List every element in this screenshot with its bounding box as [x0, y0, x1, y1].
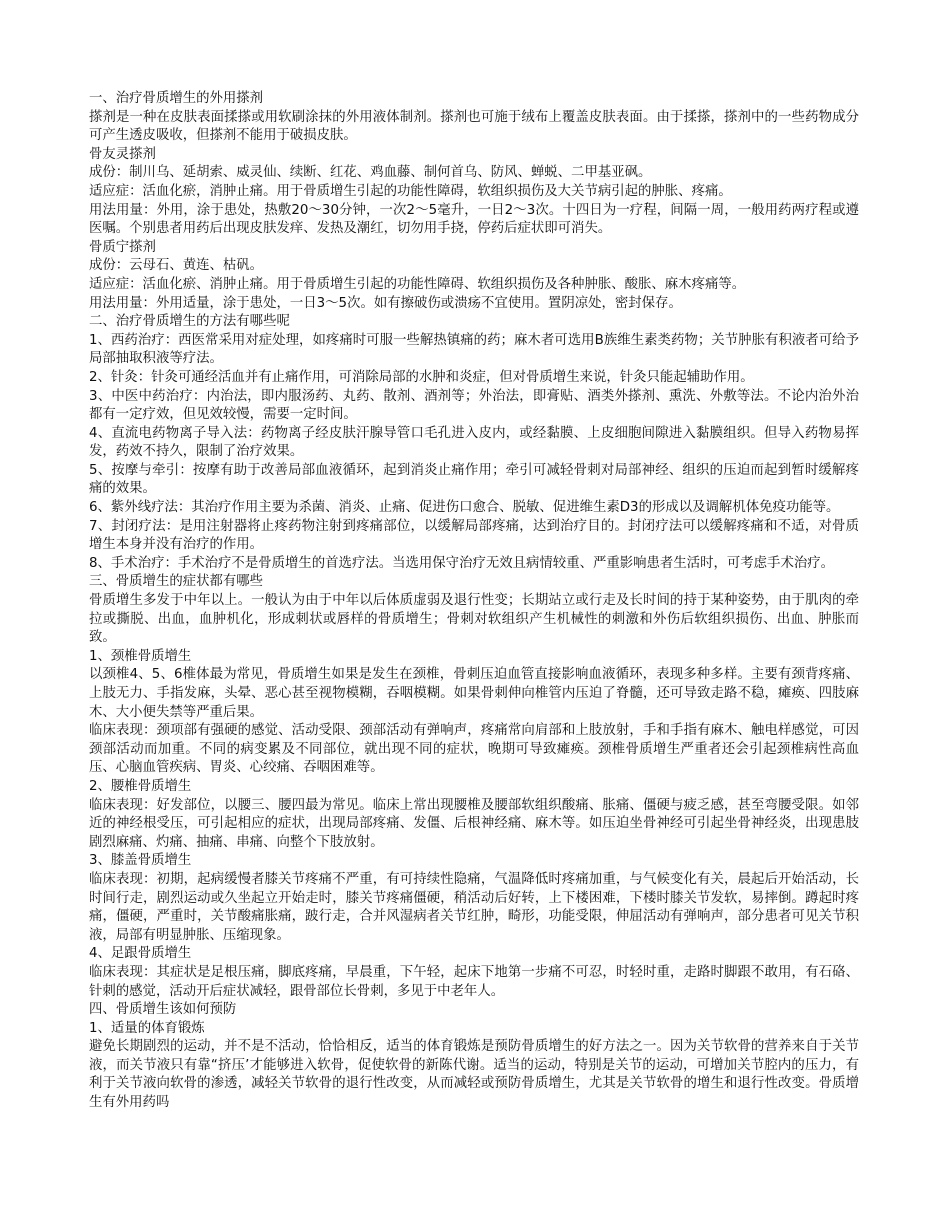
treatment-item-2: 2、针灸：针灸可通经活血并有止痛作用，可消除局部的水肿和炎症，但对骨质增生来说，针灸只能起辅助作用。 [89, 369, 754, 385]
guzhining-ingredients: 成份：云母石、黄连、枯矾。 [89, 258, 264, 274]
product-title-guyouling: 骨友灵搽剂 [89, 146, 156, 162]
cervical-clinical: 临床表现：颈项部有强硬的感觉、活动受限、颈部活动有弹响声，疼痛常向肩部和上肢放射，手和手指有麻木、触电样感觉，可因颈部活动而加重。不同的病变累及不同部位，就出现不同的症状，晚期可导致瘫痪。颈椎骨质增生严重者还会引起颈椎病性高血压、心脑血管疾病、胃炎、心绞痛、吞咽困难等。 [89, 723, 859, 776]
knee-clinical: 临床表现：初期，起病缓慢者膝关节疼痛不严重，有可持续性隐痛，气温降低时疼痛加重，与气候变化有关，晨起后开始活动，长时间行走，剧烈运动或久坐起立开始走时，膝关节疼痛僵硬，稍活动后好转，上下楼困难，下楼时膝关节发软，易摔倒。蹲起时疼痛，僵硬，严重时，关节酸痛胀痛，跛行走，合并风湿病者关节红肿，畸形，功能受限，伸屈活动有弹响声，部分患者可见关节积液，局部有明显肿胀、压缩现象。 [89, 871, 859, 943]
section-heading-4: 四、骨质增生该如何预防 [89, 1002, 237, 1018]
treatment-item-8: 8、手术治疗：手术治疗不是骨质增生的首选疗法。当选用保守治疗无效且病情较重、严重影响患者生活时，可考虑手术治疗。 [89, 555, 834, 571]
subheading-exercise: 1、适量的体育锻炼 [89, 1020, 205, 1036]
heel-clinical: 临床表现：其症状是足根压痛，脚底疼痛，早晨重，下午轻，起床下地第一步痛不可忍，时轻时重，走路时脚跟不敢用，有石硌、针刺的感觉，活动开后症状减轻，跟骨部位长骨刺，多见于中老年人。 [89, 964, 859, 999]
treatment-item-6: 6、紫外线疗法：其治疗作用主要为杀菌、消炎、止痛、促进伤口愈合、脱敏、促进维生素D3的形成以及调解机体免疫功能等。 [89, 500, 840, 516]
product-title-guzhining: 骨质宁搽剂 [89, 239, 156, 255]
guzhining-usage: 用法用量：外用适量，涂于患处，一日3～5次。如有擦破伤或溃疡不宜使用。置阴凉处，密封保存。 [89, 295, 682, 311]
guyouling-ingredients: 成份：制川乌、延胡索、威灵仙、续断、红花、鸡血藤、制何首乌、防风、蝉蜕、二甲基亚砜。 [89, 165, 652, 181]
lumbar-clinical: 临床表现：好发部位，以腰三、腰四最为常见。临床上常出现腰椎及腰部软组织酸痛、胀痛、僵硬与疲乏感，甚至弯腰受限。如邻近的神经根受压，可引起相应的症状，出现局部疼痛、发僵、后根神经痛、麻木等。如压迫坐骨神经可引起坐骨神经炎，出现患肢剧烈麻痛、灼痛、抽痛、串痛、向整个下肢放射。 [89, 797, 859, 850]
document-page [89, 90, 859, 1113]
treatment-item-5: 5、按摩与牵引：按摩有助于改善局部血液循环，起到消炎止痛作用；牵引可减轻骨刺对局部神经、组织的压迫而起到暂时缓解疼痛的效果。 [89, 462, 859, 497]
guyouling-usage: 用法用量：外用，涂于患处，热敷20～30分钟，一次2～5毫升，一日2～3次。十四日为一疗程，间隔一周，一般用药两疗程或遵医嘱。个别患者用药后出现皮肤发痒、发热及潮红，切勿用手挠，停药后症状即可消失。 [89, 202, 859, 237]
section-heading-2: 二、治疗骨质增生的方法有哪些呢 [89, 314, 290, 330]
guyouling-indications: 适应症：活血化瘀，消肿止痛。用于骨质增生引起的功能性障碍，软组织损伤及大关节病引起的肿胀、疼痛。 [89, 183, 732, 199]
cervical-description: 以颈椎4、5、6椎体最为常见，骨质增生如果是发生在颈椎，骨刺压迫血管直接影响血液循环，表现多种多样。主要有颈背疼痛、上肢无力、手指发麻，头晕、恶心甚至视物模糊，吞咽模糊。如果骨刺伸向椎管内压迫了脊髓，还可导致走路不稳，瘫痪、四肢麻木、大小便失禁等严重后果。 [89, 667, 859, 720]
treatment-item-1: 1、西药治疗：西医常采用对症处理，如疼痛时可服一些解热镇痛的药；麻木者可选用B族维生素类药物；关节肿胀有积液者可给予局部抽取积液等疗法。 [89, 332, 859, 367]
section-heading-1: 一、治疗骨质增生的外用搽剂 [89, 91, 264, 106]
subheading-knee: 3、膝盖骨质增生 [89, 853, 192, 869]
subheading-lumbar: 2、腰椎骨质增生 [89, 778, 192, 794]
treatment-item-4: 4、直流电药物离子导入法：药物离子经皮肤汗腺导管口毛孔进入皮内，或经黏膜、上皮细胞间隙进入黏膜组织。但导入药物易挥发，药效不持久，限制了治疗效果。 [89, 425, 859, 460]
subheading-heel: 4、足跟骨质增生 [89, 946, 192, 962]
treatment-item-7: 7、封闭疗法：是用注射器将止疼药物注射到疼痛部位，以缓解局部疼痛，达到治疗目的。封闭疗法可以缓解疼痛和不适，对骨质增生本身并没有治疗的作用。 [89, 518, 859, 553]
exercise-paragraph: 避免长期剧烈的运动，并不是不活动，恰恰相反，适当的体育锻炼是预防骨质增生的好方法之一。因为关节软骨的营养来自于关节液，而关节液只有靠“挤压’才能够进入软骨，促使软骨的新陈代谢。适当的运动，特别是关节的运动，可增加关节腔内的压力，有利于关节液向软骨的渗透，减轻关节软骨的退行性改变，从而减轻或预防骨质增生，尤其是关节软骨的增生和退行性改变。骨质增生有外用药吗 [89, 1039, 859, 1111]
section-heading-3: 三、骨质增生的症状都有哪些 [89, 574, 264, 590]
subheading-cervical: 1、颈椎骨质增生 [89, 648, 192, 664]
treatment-item-3: 3、中医中药治疗：内治法，即内服汤药、丸药、散剂、酒剂等；外治法，即膏贴、酒类外搽剂、熏洗、外敷等法。不论内治外治都有一定疗效，但见效较慢，需要一定时间。 [89, 388, 859, 423]
paragraph-liniment-definition: 搽剂是一种在皮肤表面揉搽或用软刷涂抹的外用液体制剂。搽剂也可施于绒布上覆盖皮肤表面。由于揉搽，搽剂中的一些药物成分可产生透皮吸收，但搽剂不能用于破损皮肤。 [89, 109, 859, 144]
symptoms-intro: 骨质增生多发于中年以上。一般认为由于中年以后体质虚弱及退行性变；长期站立或行走及长时间的持于某种姿势，由于肌肉的牵拉或撕脱、出血，血肿机化，形成刺状或唇样的骨质增生；骨刺对软组织产生机械性的刺激和外伤后软组织损伤、出血、肿胀而致。 [89, 593, 859, 646]
guzhining-indications: 适应症：活血化瘀、消肿止痛。用于骨质增生引起的功能性障碍、软组织损伤及各种肿胀、酸胀、麻木疼痛等。 [89, 276, 746, 292]
